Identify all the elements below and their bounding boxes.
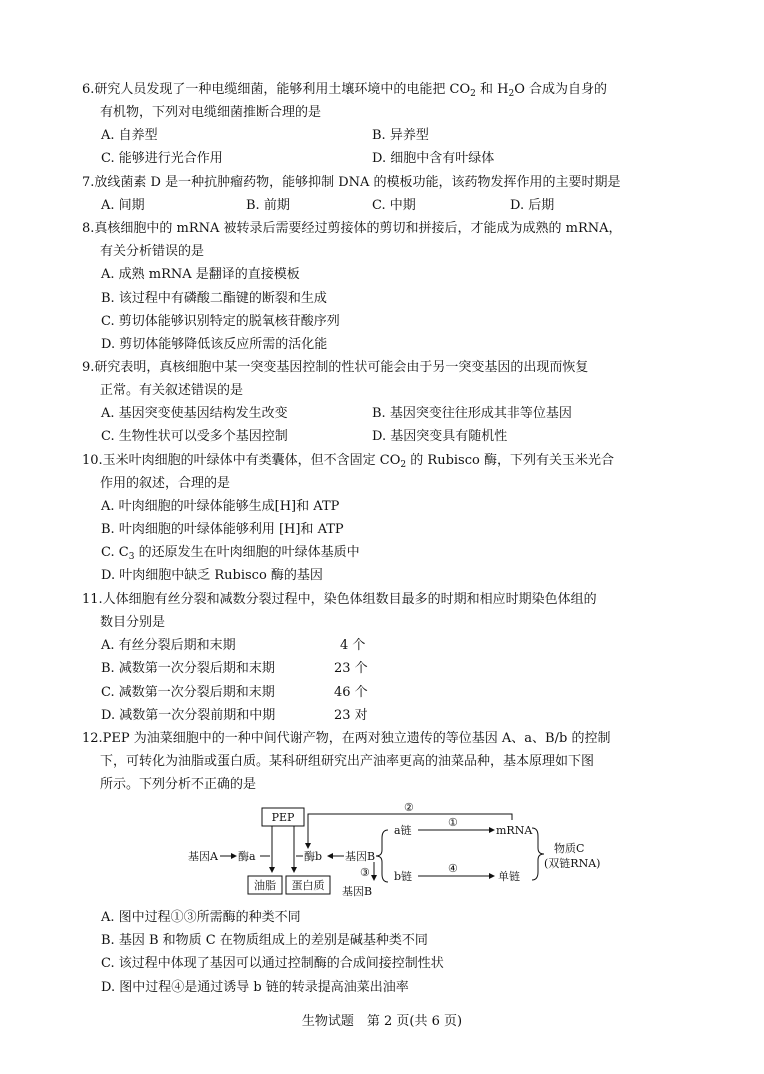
q8-option-c: C. 剪切体能够识别特定的脱氧核苷酸序列 [101,314,340,329]
q9-stem-line2: 正常。有关叙述错误的是 [100,383,244,398]
q8-option-b: B. 该过程中有磷酸二酯键的断裂和生成 [101,291,327,306]
q10-option-d: D. 叶肉细胞中缺乏 Rubisco 酶的基因 [101,568,323,583]
q11-option-d: D. 减数第一次分裂前期和中期 [101,708,276,723]
q12-option-a: A. 图中过程①③所需酶的种类不同 [101,910,301,925]
q11-stem-line2: 数目分别是 [100,615,166,630]
q9-option-d: D. 基因突变具有随机性 [372,429,508,444]
substance-c-label: 物质C [554,842,585,855]
q12-stem-line3: 所示。下列分析不正确的是 [100,777,257,792]
q12-stem-line1: 12.PEP 为油菜细胞中的一种中间代谢产物，在两对独立遗传的等位基因 A、a、B/b 的控制 [82,731,611,746]
q7-option-c: C. 中期 [372,198,416,213]
q12-stem-line2: 下，可转化为油脂或蛋白质。某科研组研究出产油率更高的油菜品种，基本原理如下图 [100,754,595,769]
q8-option-a: A. 成熟 mRNA 是翻译的直接模板 [101,267,300,282]
page-footer: 生物试题 第 2 页(共 6 页) [301,1014,463,1029]
q6-option-a: A. 自养型 [101,128,158,143]
double-rna-label: (双链RNA) [544,857,601,870]
q10-option-b: B. 叶肉细胞的叶绿体能够利用 [H]和 ATP [101,522,344,537]
metabolism-diagram [182,800,612,900]
q11-option-d-count: 23 对 [334,708,368,723]
q7-option-b: B. 前期 [246,198,290,213]
q8-stem-line1: 8.真核细胞中的 mRNA 被转录后需要经过剪接体的剪切和拼接后，才能成为成熟的 mRNA， [82,221,622,236]
q9-option-b: B. 基因突变往往形成其非等位基因 [372,406,572,421]
q10-option-a: A. 叶肉细胞的叶绿体能够生成[H]和 ATP [101,499,340,514]
q12-option-c: C. 该过程中体现了基因可以通过控制酶的合成间接控制性状 [101,956,444,971]
q11-option-b-count: 23 个 [334,661,368,676]
q6-stem-line1: 6.研究人员发现了一种电缆细菌，能够利用土壤环境中的电能把 $CO_2$ 和 $H_2O$ 合成为自身的 [82,82,608,99]
q6-stem-line2: 有机物，下列对电缆细菌推断合理的是 [100,105,322,120]
gene-b-label: 基因B [345,850,376,863]
b-chain-label: b链 [394,870,413,883]
q9-stem-line1: 9.研究表明，真核细胞中某一突变基因控制的性状可能会由于另一突变基因的出现而恢复 [82,360,589,375]
a-chain-label: a链 [394,824,412,837]
q12-option-b: B. 基因 B 和物质 C 在物质组成上的差别是碱基种类不同 [101,933,428,948]
oil-label: 油脂 [254,879,276,892]
q10-stem-line1: 10.玉米叶肉细胞的叶绿体中有类囊体，但不含固定 $CO_2$ 的 Rubisco 酶，下列有关玉米光合 [82,453,614,470]
gene-a-label: 基因A [188,850,218,863]
substance-c-brace [532,828,544,880]
q9-option-c: C. 生物性状可以受多个基因控制 [101,429,288,444]
q10-stem-line2: 作用的叙述，合理的是 [100,476,231,491]
process-2-label: ② [404,801,414,814]
q7-option-d: D. 后期 [510,198,555,213]
q11-stem-line1: 11.人体细胞有丝分裂和减数分裂过程中，染色体组数目最多的时期和相应时期染色体组的 [82,592,597,607]
pep-label: PEP [271,811,295,824]
gene-b-brace [376,830,388,882]
q10-option-c: C. $C_3$ 的还原发生在叶肉细胞的叶绿体基质中 [101,545,360,562]
q11-option-c-count: 46 个 [334,685,368,700]
q11-option-a-count: 4 个 [340,638,366,653]
q6-option-c: C. 能够进行光合作用 [101,151,223,166]
enzyme-b-label: 酶b [304,850,323,863]
enzyme-a-label: 酶a [238,850,256,863]
q8-option-d: D. 剪切体能够降低该反应所需的活化能 [101,337,328,352]
gene-b2-label: 基因B [342,885,373,898]
q11-option-b: B. 减数第一次分裂后期和末期 [101,661,275,676]
q6-option-d: D. 细胞中含有叶绿体 [372,151,495,166]
q7-stem: 7.放线菌素 D 是一种抗肿瘤药物，能够抑制 DNA 的模板功能，该药物发挥作用的主要时期是 [82,175,621,190]
single-chain-label: 单链 [498,870,520,883]
q6-option-b: B. 异养型 [372,128,429,143]
q11-option-c: C. 减数第一次分裂后期和末期 [101,685,275,700]
q11-option-a: A. 有丝分裂后期和末期 [101,638,236,653]
protein-label: 蛋白质 [291,879,325,892]
process-4-label: ④ [448,862,458,875]
process-3-label: ③ [360,866,370,879]
q9-option-a: A. 基因突变使基因结构发生改变 [101,406,288,421]
q12-option-d: D. 图中过程④是通过诱导 b 链的转录提高油菜出油率 [101,980,409,995]
process-1-label: ① [448,816,458,829]
q8-stem-line2: 有关分析错误的是 [100,244,205,259]
mrna-label: mRNA [496,824,533,837]
q7-option-a: A. 间期 [101,198,145,213]
